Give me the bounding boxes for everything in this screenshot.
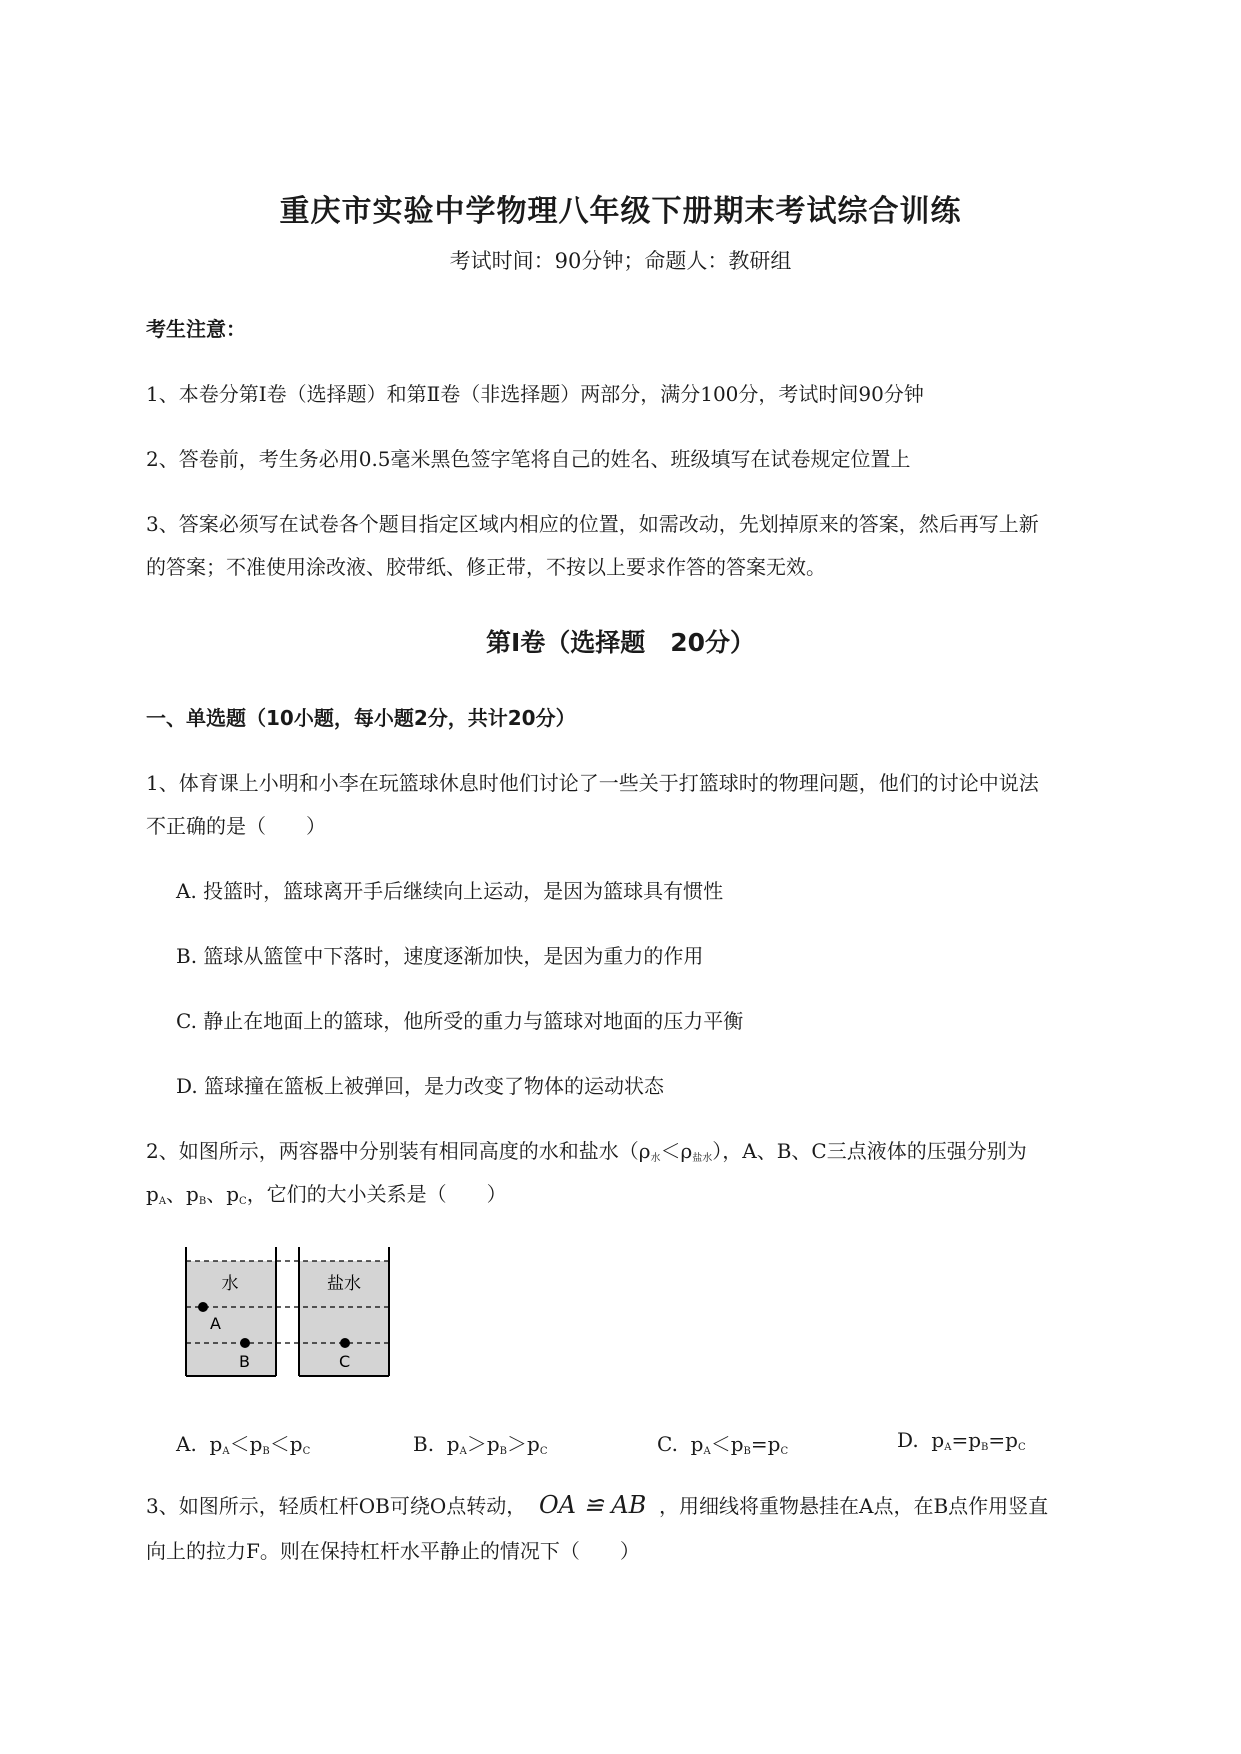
point-c-label: C [339, 1352, 351, 1371]
exam-info: 考试时间：90分钟；命题人：教研组 [449, 249, 792, 273]
q1-option-b: B. 篮球从篮筐中下落时，速度逐渐加快，是因为重力的作用 [176, 944, 704, 968]
q1-option-a: A. 投篮时，篮球离开手后继续向上运动，是因为篮球具有惯性 [176, 879, 724, 903]
point-b-label: B [239, 1352, 250, 1371]
saltwater-label: 盐水 [327, 1274, 361, 1294]
q2-option-b: B. $p_A>p_B>p_C$ [413, 1432, 548, 1457]
q1-option-c: C. 静止在地面上的篮球，他所受的重力与篮球对地面的压力平衡 [176, 1009, 744, 1033]
q2-stem: 2、如图所示，两容器中分别装有相同高度的水和盐水$(\rho_水<\rho_{盐水})$，A、B、C三点液体的压强分别为 [146, 1139, 1027, 1164]
point-c-dot [340, 1338, 350, 1348]
page-title: 重庆市实验中学物理八年级下册期末考试综合训练 [279, 194, 962, 229]
q1-option-d: D. 篮球撞在篮板上被弹回，是力改变了物体的运动状态 [176, 1074, 665, 1098]
notice-item-2: 2、答卷前，考生务必用0.5毫米黑色签字笔将自己的姓名、班级填写在试卷规定位置上 [146, 447, 911, 471]
notice-item-3-cont: 的答案；不准使用涂改液、胶带纸、修正带，不按以上要求作答的答案无效。 [146, 555, 826, 579]
q3-stem-cont: 向上的拉力F。则在保持杠杆水平静止的情况下（ ） [146, 1539, 640, 1563]
q2-stem-cont: $p_A$、$p_B$、$p_C$，它们的大小关系是（ ） [146, 1182, 507, 1207]
point-b-dot [240, 1338, 250, 1348]
part-title: 一、单选题（10小题，每小题2分，共计20分） [146, 706, 576, 730]
notice-item-3: 3、答案必须写在试卷各个题目指定区域内相应的位置，如需改动，先划掉原来的答案，然后再写上新 [146, 512, 1039, 536]
q2-option-d: D. $p_A=p_B=p_C$ [897, 1428, 1026, 1453]
q1-stem-cont: 不正确的是（ ） [146, 814, 326, 838]
notice-heading: 考生注意： [146, 317, 246, 341]
point-a-label: A [210, 1314, 221, 1333]
q3-stem: 3、如图所示，轻质杠杆OB可绕O点转动， OA ≌ AB ，用细线将重物悬挂在A点，在B点作用竖直 [146, 1491, 1049, 1519]
q3-ratio-expression: OA ≌ AB [538, 1491, 647, 1519]
water-label: 水 [221, 1274, 239, 1294]
q2-containers-figure [183, 1247, 393, 1381]
notice-item-1: 1、本卷分第I卷（选择题）和第Ⅱ卷（非选择题）两部分，满分100分，考试时间90分钟 [146, 382, 924, 406]
q1-stem: 1、体育课上小明和小李在玩篮球休息时他们讨论了一些关于打篮球时的物理问题，他们的讨论中说法 [146, 771, 1039, 795]
point-a-dot [198, 1302, 208, 1312]
q2-option-a: A. $p_A<p_B<p_C$ [176, 1432, 311, 1457]
q2-option-c: C. $p_A<p_B=p_C$ [657, 1432, 789, 1457]
section-title: 第I卷（选择题 20分） [485, 628, 756, 657]
